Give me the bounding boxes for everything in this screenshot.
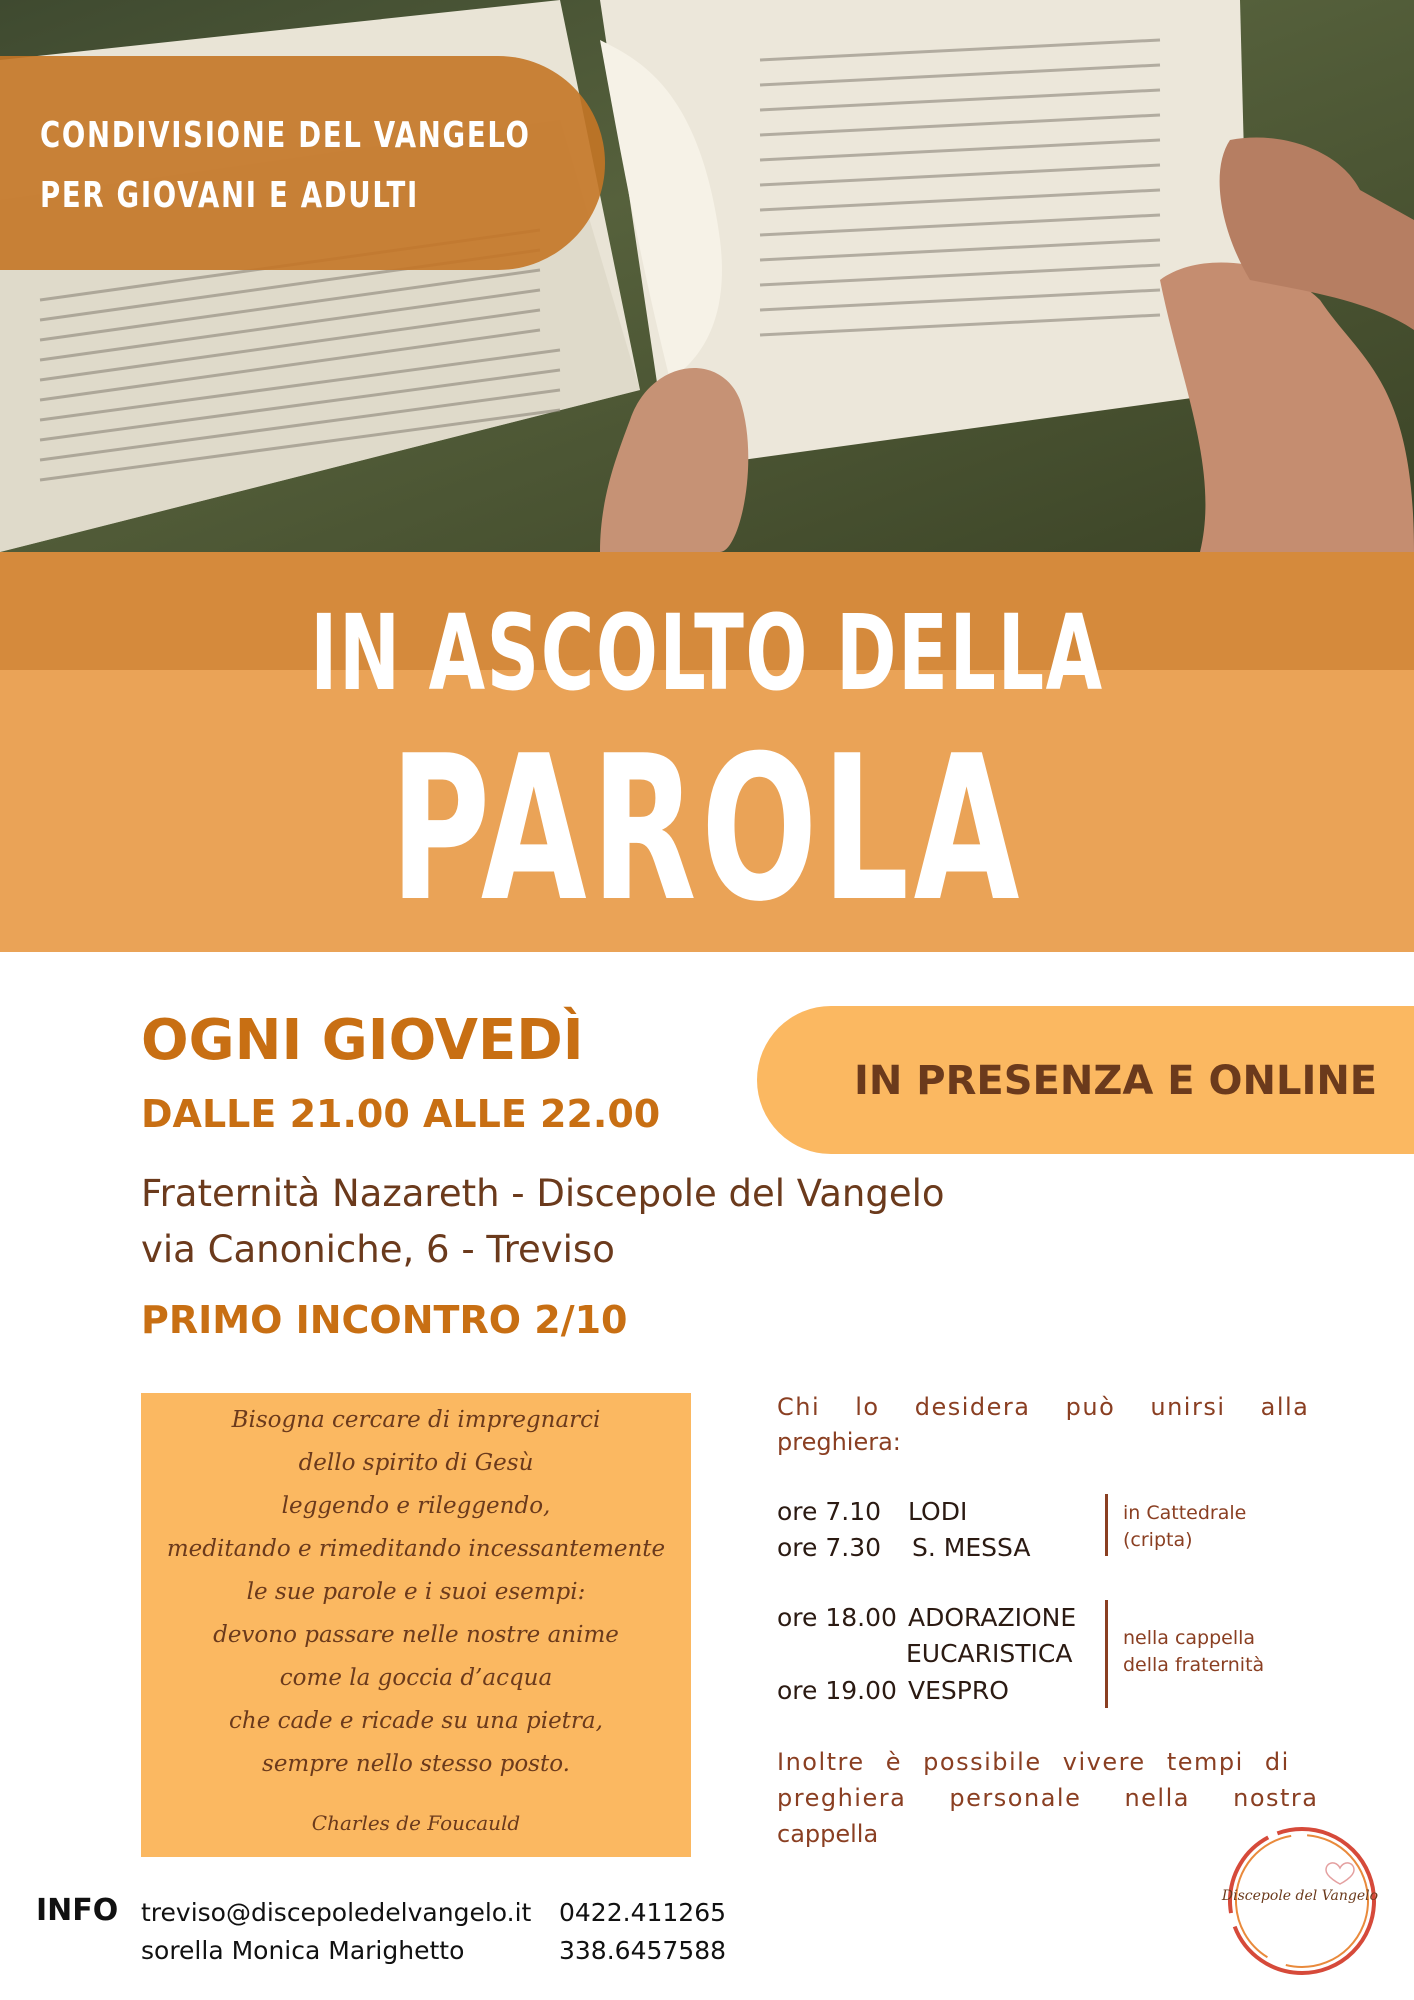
quote-line: Bisogna cercare di impregnarci [231,1407,601,1433]
morning-note-line2: (cripta) [1123,1529,1193,1551]
audience-badge-line1: CONDIVISIONE DEL VANGELO [40,115,531,156]
evening-name-2: EUCARISTICA [906,1639,1073,1668]
quote-line: che cade e ricade su una pietra, [229,1708,603,1734]
prayer-intro-line2: preghiera: [777,1428,901,1456]
title-line1: IN ASCOLTO DELLA [310,592,1104,714]
logo-text: Discepole del Vangelo [1221,1888,1379,1904]
first-meeting: PRIMO INCONTRO 2/10 [141,1298,628,1342]
evening-name-3: VESPRO [908,1676,1009,1705]
info-email[interactable]: treviso@discepoledelvangelo.it [141,1898,532,1927]
evening-divider [1105,1600,1108,1708]
prayer-outro-line2: preghiera personale nella nostra [777,1784,1319,1812]
hero-image [0,0,1414,552]
morning-time-1: ore 7.10 [777,1497,882,1526]
prayer-intro-line1: Chi lo desidera può unirsi alla [777,1393,1310,1421]
presence-badge-label: IN PRESENZA E ONLINE [854,1058,1378,1104]
title-line2: PAROLA [390,713,1024,946]
info-phone-1[interactable]: 0422.411265 [559,1898,727,1927]
audience-badge [0,56,605,270]
quote-line: dello spirito di Gesù [298,1450,534,1476]
audience-badge-line2: PER GIOVANI E ADULTI [40,175,419,216]
morning-divider [1105,1494,1108,1556]
quote-line: meditando e rimeditando incessantemente [166,1536,666,1562]
address-line2: via Canoniche, 6 - Treviso [141,1228,615,1271]
evening-note-line2: della fraternità [1123,1654,1265,1676]
morning-note-line1: in Cattedrale [1123,1502,1247,1524]
evening-time-3: ore 19.00 [777,1676,897,1705]
prayer-outro-line3: cappella [777,1820,879,1848]
prayer-outro-line1: Inoltre è possibile vivere tempi di [777,1748,1290,1776]
evening-name-1: ADORAZIONE [908,1603,1077,1632]
quote-author: Charles de Foucauld [311,1811,521,1835]
info-phone-2[interactable]: 338.6457588 [559,1936,727,1965]
quote-line: le sue parole e i suoi esempi: [246,1579,586,1605]
schedule-day: OGNI GIOVEDÌ [141,1008,584,1073]
presence-badge [757,1006,1414,1154]
info-label: INFO [36,1893,119,1928]
schedule-hours: DALLE 21.00 ALLE 22.00 [141,1092,661,1136]
quote-line: sempre nello stesso posto. [262,1751,570,1777]
info-contact-name: sorella Monica Marighetto [141,1936,465,1965]
address-line1: Fraternità Nazareth - Discepole del Vangelo [141,1172,945,1215]
morning-name-1: LODI [908,1497,968,1526]
morning-time-2: ore 7.30 [777,1533,882,1562]
quote-box [141,1393,691,1857]
quote-line: come la goccia d’acqua [279,1665,553,1691]
evening-note-line1: nella cappella [1123,1627,1256,1649]
morning-name-2: S. MESSA [912,1533,1031,1562]
quote-line: leggendo e rileggendo, [281,1493,551,1519]
evening-time-1: ore 18.00 [777,1603,897,1632]
quote-line: devono passare nelle nostre anime [213,1622,619,1648]
